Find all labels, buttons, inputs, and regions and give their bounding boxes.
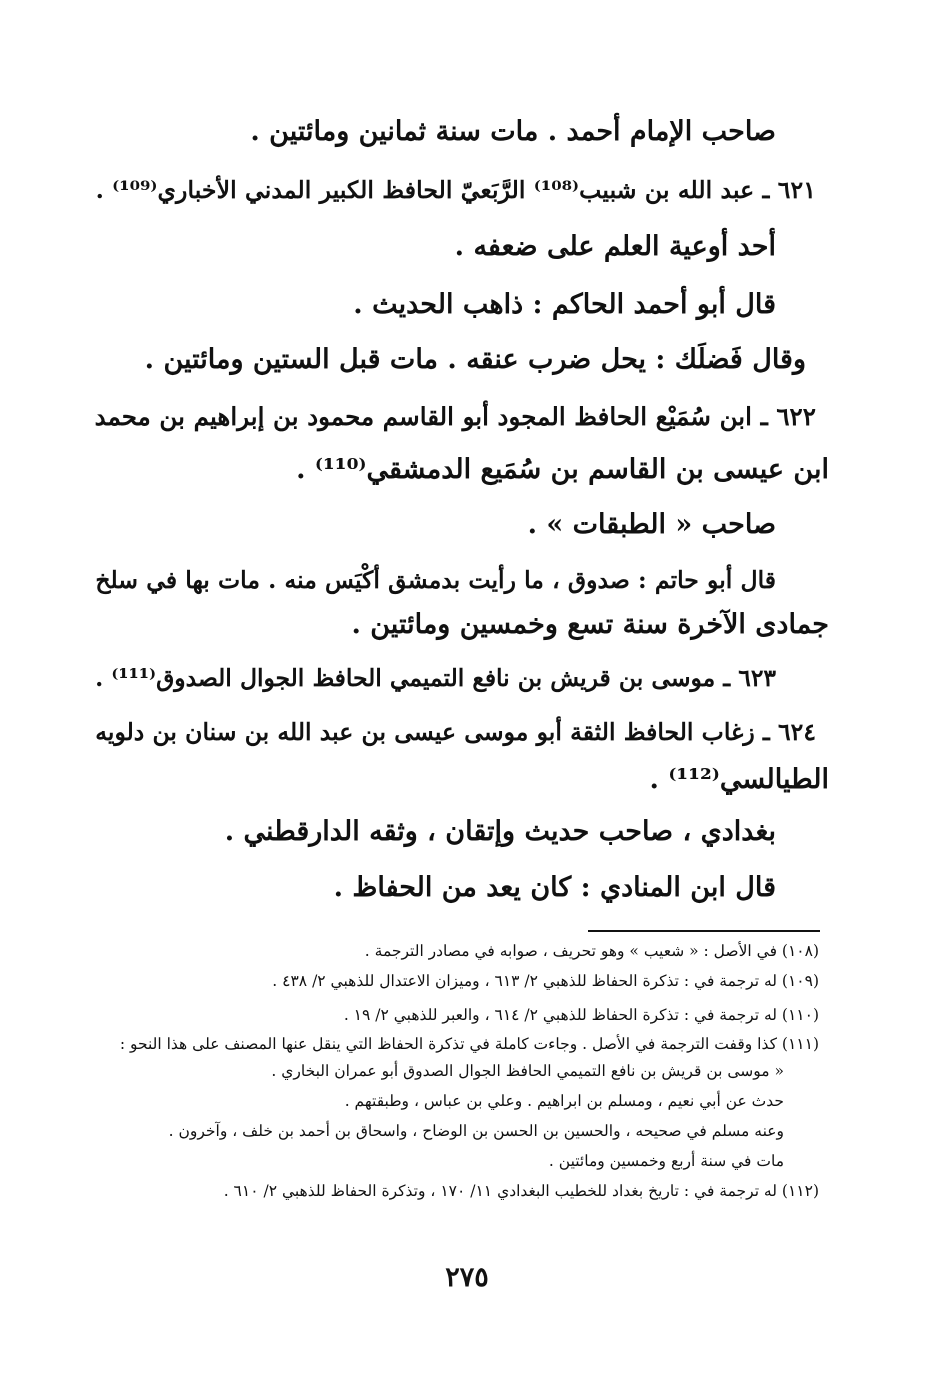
footnote-separator xyxy=(588,930,820,932)
body-line: الطيالسي⁽¹¹²⁾ . xyxy=(649,764,829,795)
body-line: قال ابن المنادي : كان يعد من الحفاظ . xyxy=(333,872,776,903)
footnote-110: (١١٠) له ترجمة في : تذكرة الحفاظ للذهبي ٢/ ٦١٤ ، والعبر للذهبي ٢/ ١٩ . xyxy=(343,1006,819,1024)
entry-623-heading: ٦٢٣ ـ موسى بن قريش بن نافع التميمي الحافظ الجوال الصدوق⁽¹¹¹⁾ . xyxy=(95,664,776,692)
body-line: صاحب الإمام أحمد . مات سنة ثمانين ومائتين . xyxy=(250,116,776,147)
body-line: وقال فَضلَك : يحل ضرب عنقه . مات قبل الستين ومائتين . xyxy=(144,344,806,375)
body-line: جمادى الآخرة سنة تسع وخمسين ومائتين . xyxy=(351,609,829,640)
page-number: ٢٧٥ xyxy=(445,1262,489,1293)
footnote-quote-line: مات في سنة أربع وخمسين ومائتين . xyxy=(548,1152,784,1170)
body-line: قال أبو أحمد الحاكم : ذاهب الحديث . xyxy=(353,289,776,320)
body-line: ابن عيسى بن القاسم بن سُمَيع الدمشقي⁽¹¹⁰⁾ . xyxy=(296,454,829,485)
entry-621-heading: ٦٢١ ـ عبد الله بن شبيب⁽¹⁰⁸⁾ الرَّبَعيّ الحافظ الكبير المدني الأخباري⁽¹⁰⁹⁾ . xyxy=(95,176,816,204)
footnote-112: (١١٢) له ترجمة في : تاريخ بغداد للخطيب البغدادي ١١/ ١٧٠ ، وتذكرة الحفاظ للذهبي ٢/ ٦١٠ . xyxy=(223,1182,819,1200)
entry-622-heading: ٦٢٢ ـ ابن سُمَيْع الحافظ المجود أبو القاسم محمود بن إبراهيم بن محمد xyxy=(94,402,816,431)
body-line: صاحب « الطبقات » . xyxy=(527,509,776,540)
footnote-quote-line: وعنه مسلم في صحيحه ، والحسين بن الحسن بن الوضاح ، واسحاق بن أحمد بن خلف ، وآخرون . xyxy=(168,1122,784,1140)
footnote-quote-line: حدث عن أبي نعيم ، ومسلم بن ابراهيم . وعلي بن عباس ، وطبقتهم . xyxy=(344,1092,784,1110)
body-line: بغدادي ، صاحب حديث وإتقان ، وثقه الدارقطني . xyxy=(224,816,776,847)
footnote-109: (١٠٩) له ترجمة في : تذكرة الحفاظ للذهبي ٢/ ٦١٣ ، وميزان الاعتدال للذهبي ٢/ ٤٣٨ . xyxy=(272,972,819,990)
footnote-quote-line: « موسى بن قريش بن نافع التميمي الحافظ الجوال الصدوق أبو عمران البخاري . xyxy=(271,1062,784,1080)
body-line: أحد أوعية العلم على ضعفه . xyxy=(454,231,776,262)
footnote-108: (١٠٨) في الأصل : « شعيب » وهو تحريف ، صوابه في مصادر الترجمة . xyxy=(364,942,819,960)
footnote-111: (١١١) كذا وقفت الترجمة في الأصل . وجاءت كاملة في تذكرة الحفاظ التي ينقل عنها المصنف على هذا النحو : xyxy=(119,1035,819,1053)
body-line: قال أبو حاتم : صدوق ، ما رأيت بدمشق أكْيَس منه . مات بها في سلخ xyxy=(95,566,776,594)
entry-624-heading: ٦٢٤ ـ زغاب الحافظ الثقة أبو موسى عيسى بن عبد الله بن سنان بن دلويه xyxy=(95,718,816,746)
